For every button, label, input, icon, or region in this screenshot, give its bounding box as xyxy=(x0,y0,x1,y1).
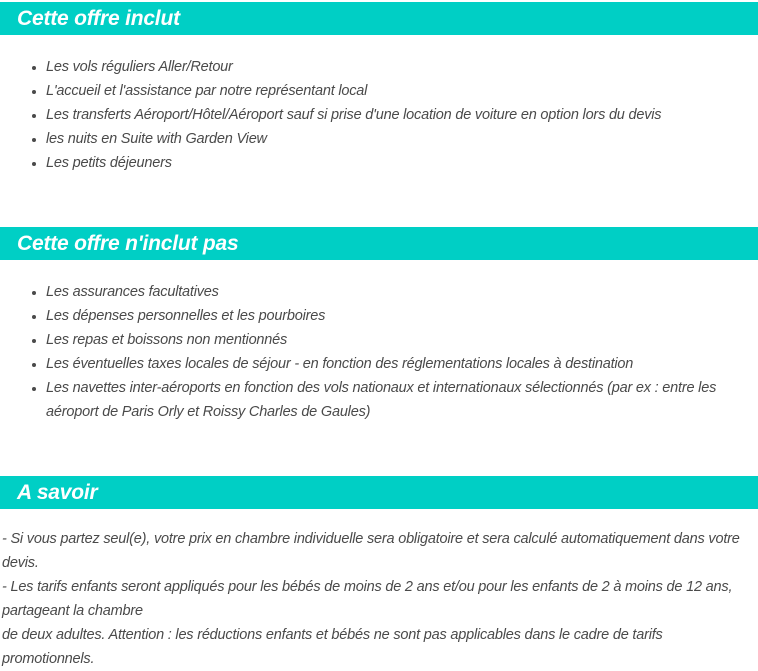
section-title: A savoir xyxy=(17,480,98,504)
section-header-a-savoir xyxy=(0,476,758,509)
section-header-offre-n-inclut-pas xyxy=(0,227,758,260)
note-line: de deux adultes. Attention : les réductions enfants et bébés ne sont pas applicables dans le cadre de tarifs promotionnels. xyxy=(2,627,663,667)
list-item: • Les petits déjeuners xyxy=(46,151,748,175)
list-item: • Les assurances facultatives xyxy=(46,280,748,304)
section-title: Cette offre inclut xyxy=(17,6,180,30)
notes-block xyxy=(0,527,758,671)
included-items-list xyxy=(0,55,758,175)
list-item: • Les dépenses personnelles et les pourboires xyxy=(46,304,748,328)
list-item: • Les vols réguliers Aller/Retour xyxy=(46,55,748,79)
section-header-offre-inclut xyxy=(0,2,758,35)
note-line: - Les tarifs enfants seront appliqués pour les bébés de moins de 2 ans et/ou pour les enfants de 2 à moins de 12 ans, partageant la chambre xyxy=(2,579,733,619)
section-title: Cette offre n'inclut pas xyxy=(17,231,239,255)
note-line: - Si vous partez seul(e), votre prix en chambre individuelle sera obligatoire et sera calculé automatiquement dans votre devis. xyxy=(2,531,740,571)
list-item: • Les navettes inter-aéroports en fonction des vols nationaux et internationaux sélectionnés (par ex : entre les aéroport de Paris Orly et Roissy Charles de Gaules) xyxy=(46,376,748,424)
list-item: • Les éventuelles taxes locales de séjour - en fonction des réglementations locales à destination xyxy=(46,352,748,376)
list-item: • Les transferts Aéroport/Hôtel/Aéroport sauf si prise d'une location de voiture en option lors du devis xyxy=(46,103,748,127)
list-item: • les nuits en Suite with Garden View xyxy=(46,127,748,151)
list-item: • Les repas et boissons non mentionnés xyxy=(46,328,748,352)
list-item: • L'accueil et l'assistance par notre représentant local xyxy=(46,79,748,103)
excluded-items-list xyxy=(0,280,758,424)
